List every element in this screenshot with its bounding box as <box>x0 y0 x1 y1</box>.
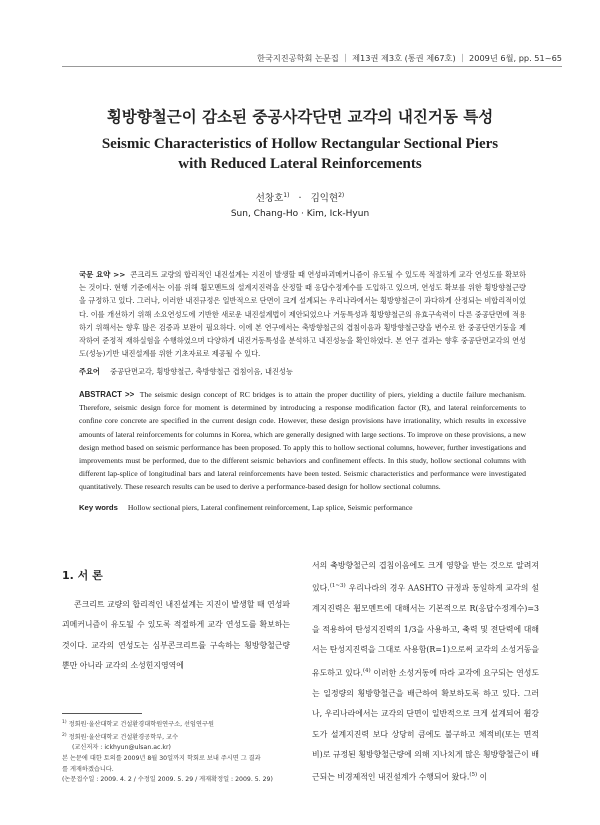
footnote-mark: 1) <box>62 720 67 725</box>
footnote-2 <box>62 731 290 744</box>
author-separator: · <box>298 193 302 204</box>
body-text: 이러한 소성거동에 따라 교각에 요구되는 연성도는 일정량의 횡방향철근을 배근하여 확보하도록 하고 있다. 그러나, 우리나라에서는 교각의 단면이 일반적으로 크게 설계되어 휨강도가 설계지진력 보다 상당히 큼에도 불구하고 체적비(또는 면적비)로 규정된 횡방향철근량에 의해 지나치게 많은 횡방향철근이 배근되는 비경제적인 내진설계가 수행되어 왔다. <box>312 668 539 782</box>
body-text: 이 <box>477 772 488 782</box>
abstract-english-label: ABSTRACT >> <box>79 390 135 399</box>
header-rule <box>62 66 562 67</box>
abstract-english <box>79 388 526 494</box>
keywords-korean-label: 주요어 <box>79 367 100 376</box>
body-column-right <box>312 556 539 788</box>
keywords-english-text: Hollow sectional piers, Lateral confinement reinforcement, Lap splice, Seismic performance <box>127 503 413 512</box>
footnote-discussion-line1: 본 논문에 대한 토의를 2009년 8월 30일까지 학회로 보내 주시면 그 결과 <box>62 754 261 762</box>
abstract-english-text: The seismic design concept of RC bridges is to attain the proper ductility of piers, yielding a ductile failure mechanism. Therefore, seismic design force for moment is determined by introducing a response modification factor (R), and lateral reinforcements to confine core concrete are specified in the current design code. However, these design provisions have irrationality, which results in excessive amounts of lateral reinforcements for columns in Korea, which are generally designed with large sections. To improve on these provisions, a new design method based on seismic performance has been proposed. To apply this to hollow sectional columns, however, further investigations and improvements must be performed, due to the different seismic behaviors and confinement effects. In this study, hollow sectional columns with different lap-splice of longitudinal bars and lateral reinforcements have been tested. Seismic characteristics and performance were investigated quantitatively. These research results can be used to derive a performance-based design for hollow sectional columns. <box>79 390 526 492</box>
body-paragraph <box>312 556 539 788</box>
keywords-english <box>79 503 526 512</box>
body-column-left <box>62 595 290 677</box>
abstract-korean <box>79 268 526 360</box>
title-korean: 횡방향철근이 감소된 중공사각단면 교각의 내진거동 특성 <box>106 108 494 126</box>
footnote-dates: (논문접수일 : 2009. 4. 2 / 수정일 2009. 5. 29 / 게재확정일 : 2009. 5. 29) <box>62 776 273 784</box>
footnote-text: 정회원·울산대학교 건설환경공학부, 교수 <box>68 733 179 741</box>
authors-english: Sun, Chang-Ho · Kim, Ick-Hyun <box>230 209 370 219</box>
footnote-text: 정회원·울산대학교 건설환경대학원연구소, 선임연구원 <box>68 721 214 729</box>
author1-name: 선창호 <box>255 193 284 204</box>
footnote-discussion-line2: 를 게재하겠습니다. <box>62 765 114 773</box>
footnote-contact: (교신저자 : ickhyun@ulsan.ac.kr) <box>72 744 171 752</box>
citation-mark: (1~3) <box>329 583 346 590</box>
footnotes <box>62 718 290 786</box>
citation-mark: (4) <box>362 667 371 674</box>
citation-mark: (5) <box>469 772 478 779</box>
body-paragraph: 콘크리트 교량의 합리적인 내진설계는 지진이 발생할 때 연성파괴메커니즘이 유도될 수 있도록 적절하게 교각 연성도를 확보하는 것이다. 교각의 연성도는 심부콘크리트를 구속하는 횡방향철근량 뿐만 아니라 교각의 소성힌지영역에 <box>62 600 290 671</box>
author1-mark: 1) <box>283 191 290 199</box>
keywords-korean-text: 중공단면교각, 횡방향철근, 축방향철근 겹침이음, 내진성능 <box>110 367 293 376</box>
abstract-korean-text: 콘크리트 교량의 합리적인 내진설계는 지진이 발생할 때 연성파괴메커니즘이 유도될 수 있도록 적절하게 교각 연성도를 확보하는 것이다. 현행 기준에서는 이를 위해 휨모멘트의 설계지진력을 산정할 때 응답수정계수를 도입하고 있으며, 연성도 확보를 위한 횡방향철근량을 규정하고 있다. 그러나, 이러한 내진규정은 일반적으로 단면이 크게 설계되는 우리나라에서는 횡방향철근이 과다하게 산정되는 비합리적이었다. 이를 개선하기 위해 소요연성도에 기반한 새로운 내진설계법이 제안되었으나 거동특성과 횡방향철근의 유효구속력이 다른 중공단면에 적용하기 위해서는 향후 많은 검증과 보완이 필요하다. 이에 본 연구에서는 축방향철근의 겹침이음과 횡방향철근량을 변수로 한 중공단면기둥을 제작하여 준정적 재하실험을 수행하였으며 다양하게 내진거동특성을 분석하고 내진성능을 확인하였다. 본 연구 결과는 향후 중공단면교각의 연성도(성능)기반 내진설계를 위한 기초자료로 제공될 수 있다. <box>79 270 526 359</box>
body-text: 서의 축방향철근의 겹침이음에도 크게 영향을 받는 것으로 알려져 있다. <box>312 561 539 594</box>
body-text: 우리나라의 경우 AASHTO 규정과 동일하게 교각의 설계지진력은 휨모멘트에 대해서는 기본적으로 R(응답수정계수)=3을 적용하여 탄성지진력의 1/3을 사용하고, 축력 및 전단력에 대해서는 탄성지진력을 그대로 사용함(R=1)으로써 교각의 소성거동을 유도하고 있다. <box>312 584 539 678</box>
title-english-line1: Seismic Characteristics of Hollow Rectangular Sectional Piers <box>101 136 499 152</box>
title-english-line2: with Reduced Lateral Reinforcements <box>178 156 422 172</box>
author2-name: 김익현 <box>310 193 339 204</box>
section-heading-introduction: 1. 서 론 <box>62 569 103 582</box>
footnote-1 <box>62 718 290 731</box>
footnote-mark: 2) <box>62 732 67 738</box>
running-header: 한국지진공학회 논문집 ｜ 제13권 제3호 (통권 제67호) ｜ 2009년 6월, pp. 51~65 <box>257 53 562 63</box>
footnote-rule <box>62 713 142 714</box>
authors-korean <box>0 190 600 204</box>
keywords-korean <box>79 367 526 377</box>
abstract-korean-label: 국문 요약 >> <box>79 270 126 279</box>
title-english <box>0 134 600 174</box>
author2-mark: 2) <box>338 191 345 199</box>
keywords-english-label: Key words <box>79 503 118 512</box>
